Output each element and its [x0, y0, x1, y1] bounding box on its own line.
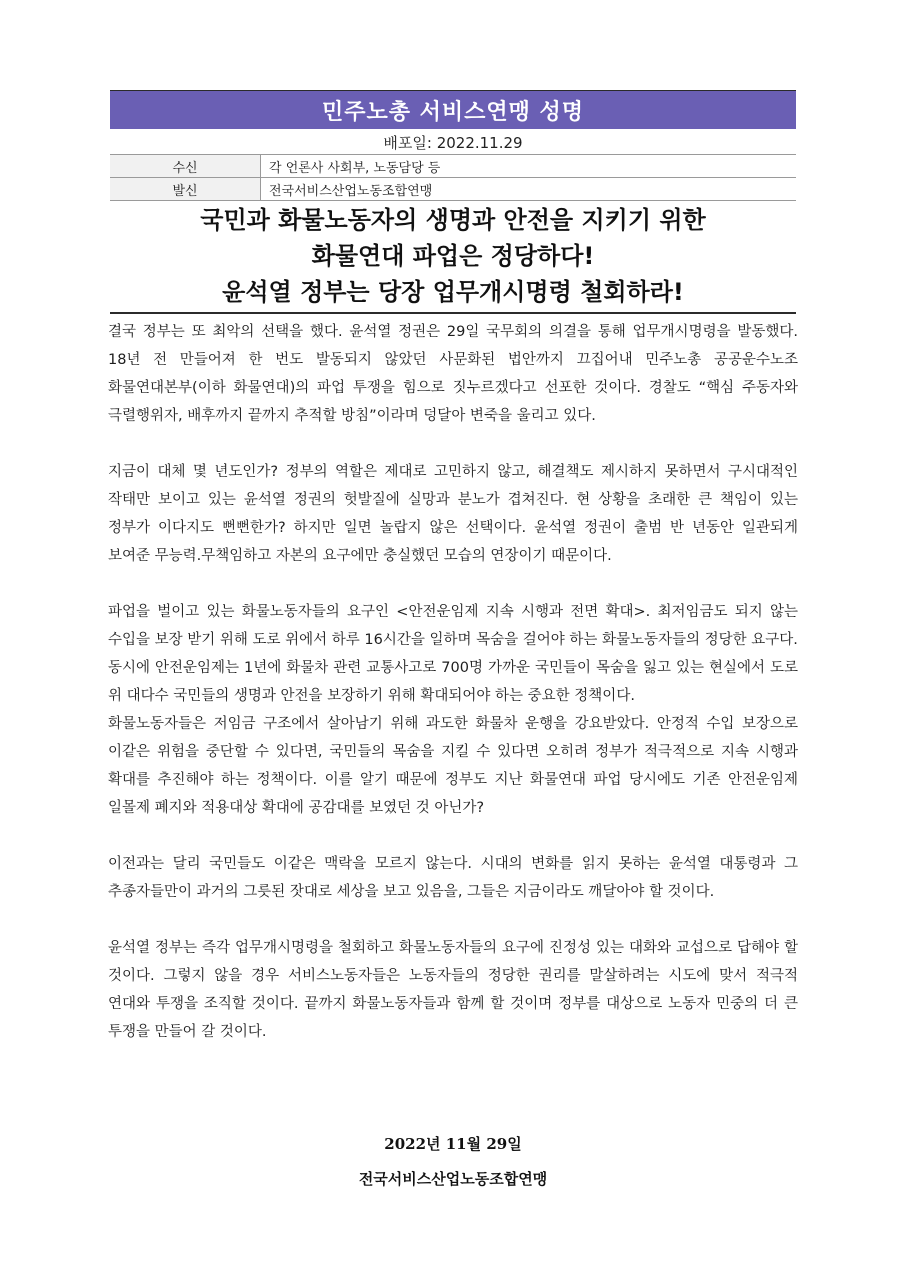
statement-body [108, 318, 798, 1046]
recipient-row [110, 155, 796, 178]
headline-divider [110, 312, 796, 314]
body-paragraph-6: 이전과는 달리 국민들도 이같은 맥락을 모르지 않는다. 시대의 변화를 읽지 못하는 윤석열 대통령과 그 추종자들만이 과거의 그릇된 잣대로 세상을 보고 있음을, 그들은 지금이라도 깨달아야 할 것이다. [108, 856, 798, 900]
release-date: 배포일: 2022.11.29 [110, 130, 796, 155]
recipient-label: 수신 [110, 155, 261, 178]
statement-banner-title: 민주노총 서비스연맹 성명 [110, 90, 796, 129]
body-paragraph-4: 동시에 안전운임제는 1년에 화물차 관련 교통사고로 700명 가까운 국민들이 목숨을 잃고 있는 현실에서 도로 위 대다수 국민들의 생명과 안전을 보장하기 위해 확대되어야 하는 중요한 정책이다. [108, 660, 798, 704]
headline-line-2: 화물연대 파업은 정당하다! [311, 242, 595, 270]
body-paragraph-5: 화물노동자들은 저임금 구조에서 살아남기 위해 과도한 화물차 운행을 강요받았다. 안정적 수입 보장으로 이같은 위험을 중단할 수 있다면, 국민들의 목숨을 지킬 수 있다면 오히려 정부가 적극적으로 지속 시행과 확대를 추진해야 하는 정책이다. 이를 알기 때문에 정부도 지난 화물연대 파업 당시에도 기존 안전운임제 일몰제 폐지와 적용대상 확대에 공감대를 보였던 것 아닌가? [108, 716, 798, 816]
headline-line-1: 국민과 화물노동자의 생명과 안전을 지키기 위한 [200, 206, 706, 234]
sender-row [110, 178, 796, 201]
sender-value: 전국서비스산업노동조합연맹 [261, 178, 797, 201]
headline-line-3: 윤석열 정부는 당장 업무개시명령 철회하라! [222, 278, 684, 306]
sender-label: 발신 [110, 178, 261, 201]
body-paragraph-1: 결국 정부는 또 최악의 선택을 했다. 윤석열 정권은 29일 국무회의 의결을 통해 업무개시명령을 발동했다. 18년 전 만들어져 한 번도 발동되지 않았던 사문화된 법안까지 끄집어내 민주노총 공공운수노조 화물연대본부(이하 화물연대)의 파업 투쟁을 힘으로 짓누르겠다고 선포한 것이다. 경찰도 “핵심 주동자와 극렬행위자, 배후까지 끝까지 추적할 방침”이라며 덩달아 변죽을 울리고 있다. [108, 324, 798, 424]
signoff-date: 2022년 11월 29일 [384, 1135, 522, 1153]
signoff-organization: 전국서비스산업노동조합연맹 [358, 1170, 548, 1188]
statement-headline [110, 202, 796, 310]
body-paragraph-2: 지금이 대체 몇 년도인가? 정부의 역할은 제대로 고민하지 않고, 해결책도 제시하지 못하면서 구시대적인 작태만 보이고 있는 윤석열 정권의 헛발질에 실망과 분노가 겹쳐진다. 현 상황을 초래한 큰 책임이 있는 정부가 이다지도 뻔뻔한가? 하지만 일면 놀랍지 않은 선택이다. 윤석열 정권이 출범 반 년동안 일관되게 보여준 무능력.무책임하고 자본의 요구에만 충실했던 모습의 연장이기 때문이다. [108, 464, 798, 564]
recipient-value: 각 언론사 사회부, 노동담당 등 [261, 155, 797, 178]
body-paragraph-3: 파업을 벌이고 있는 화물노동자들의 요구인 <안전운임제 지속 시행과 전면 확대>. 최저임금도 되지 않는 수입을 보장 받기 위해 도로 위에서 하루 16시간을 일하며 목숨을 걸어야 하는 화물노동자들의 정당한 요구다. [108, 604, 798, 648]
body-paragraph-7: 윤석열 정부는 즉각 업무개시명령을 철회하고 화물노동자들의 요구에 진정성 있는 대화와 교섭으로 답해야 할 것이다. 그렇지 않을 경우 서비스노동자들은 노동자들의 정당한 권리를 말살하려는 시도에 맞서 적극적 연대와 투쟁을 조직할 것이다. 끝까지 화물노동자들과 함께 할 것이며 정부를 대상으로 노동자 민중의 더 큰 투쟁을 만들어 갈 것이다. [108, 940, 798, 1040]
recipient-sender-table [110, 155, 796, 201]
